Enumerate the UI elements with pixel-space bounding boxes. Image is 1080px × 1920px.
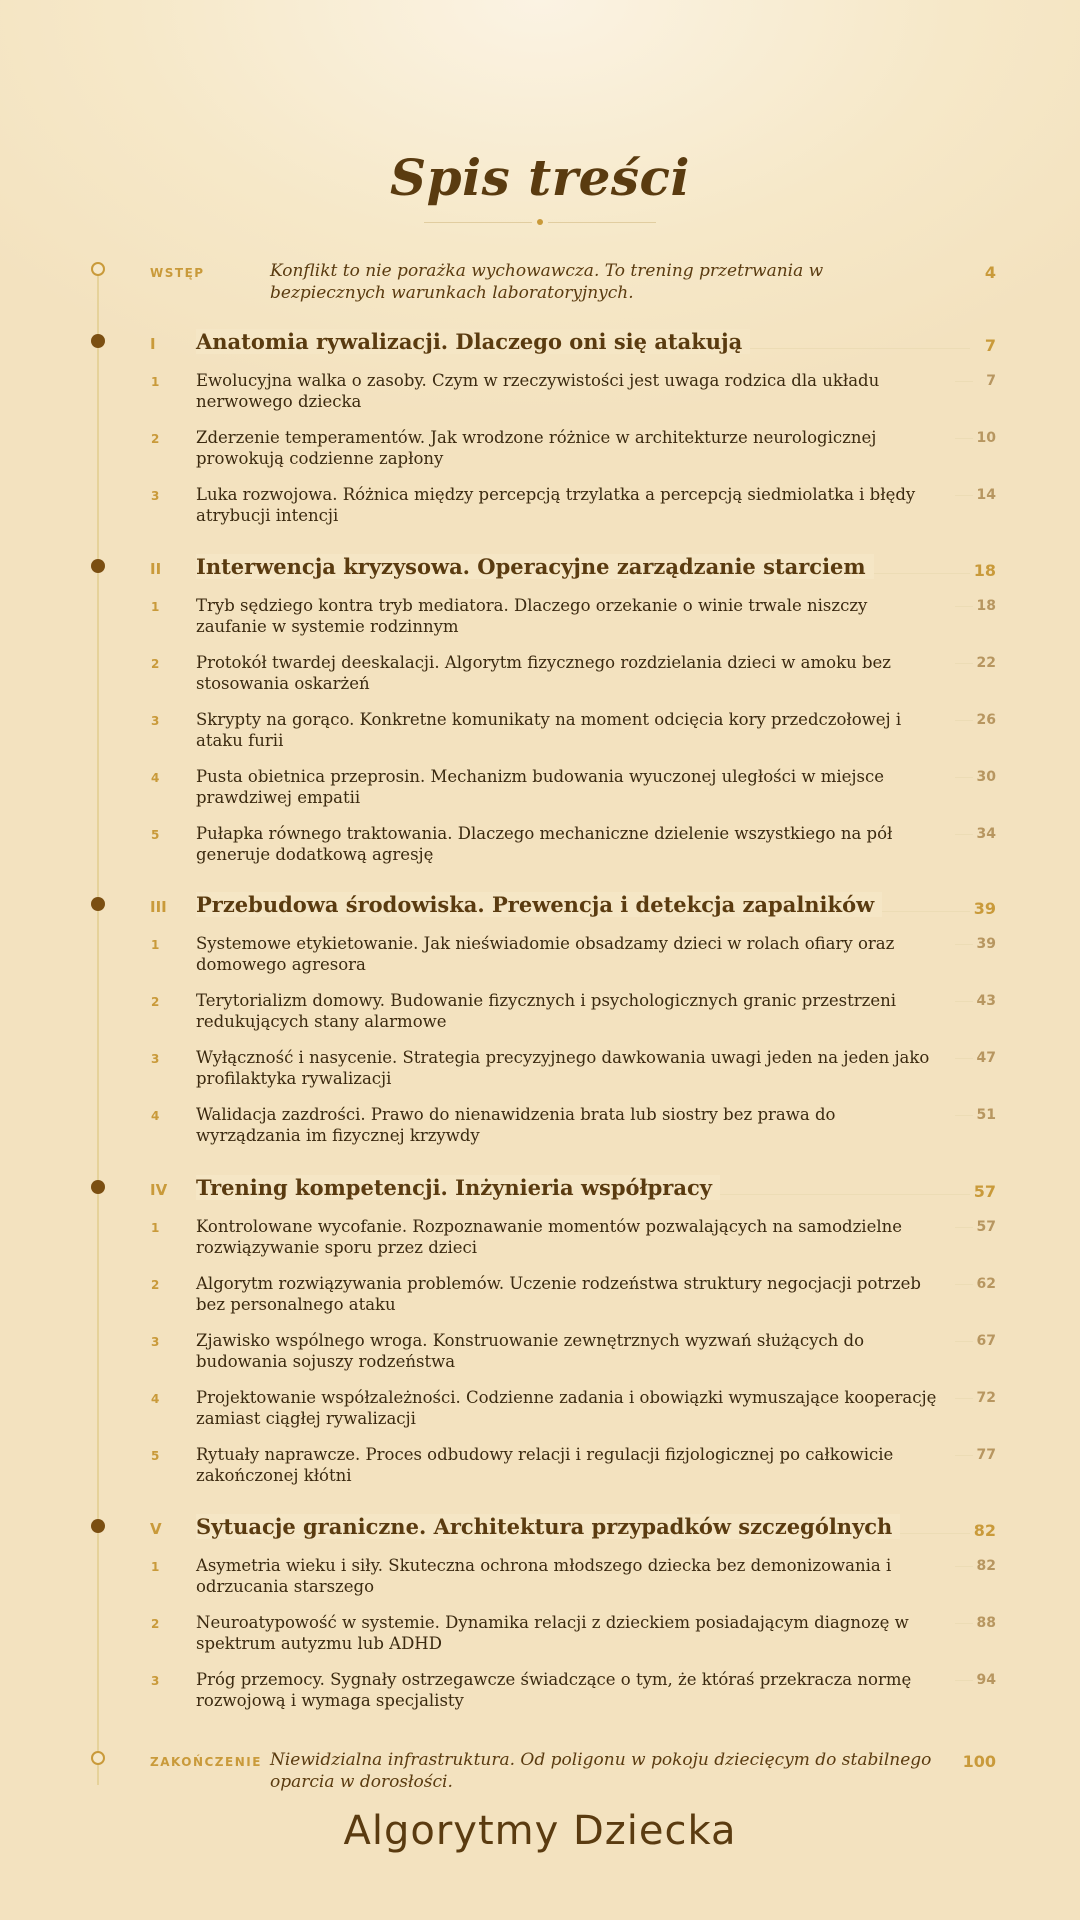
section-number: 1 [151,1221,160,1235]
chapter-marker [91,897,105,911]
section-page-number: 94 [976,1672,996,1688]
section-title[interactable]: Pułapka równego traktowania. Dlaczego mechaniczne dzielenie wszystkiego na pół generuje dodatkową agresję [196,824,893,864]
section-leader [955,720,973,721]
section-leader [955,1227,973,1228]
chapter-page-number: 57 [973,1182,996,1201]
section-number: 2 [151,995,160,1009]
section-page-number: 43 [976,993,996,1009]
section-leader [955,1115,973,1116]
section-leader [955,1284,973,1285]
section-page-number: 30 [976,769,996,785]
chapter-marker [91,1180,105,1194]
section-title[interactable]: Próg przemocy. Sygnały ostrzegawcze świadczące o tym, że któraś przekracza normę rozwojową i wymaga specjalisty [196,1670,912,1710]
section-number: 5 [151,828,160,842]
section-leader [955,1341,973,1342]
section-title[interactable]: Zderzenie temperamentów. Jak wrodzone różnice w architekturze neurologicznej prowokują codzienne zapłony [196,428,877,468]
chapter-title[interactable]: Anatomia rywalizacji. Dlaczego oni się atakują [196,329,750,354]
chapter-title[interactable]: Interwencja kryzysowa. Operacyjne zarządzanie starciem [196,554,874,579]
section-title[interactable]: Neuroatypowość w systemie. Dynamika relacji z dzieckiem posiadającym diagnozę w spektrum autyzmu lub ADHD [196,1613,909,1653]
chapter-marker [91,1519,105,1533]
section-leader [955,944,973,945]
section-title[interactable]: Luka rozwojowa. Różnica między percepcją trzylatka a percepcją siedmiolatka i błędy atrybucji intencji [196,485,916,525]
section-title[interactable]: Protokół twardej deeskalacji. Algorytm fizycznego rozdzielania dzieci w amoku bez stosowania oskarżeń [196,653,891,693]
section-title[interactable]: Tryb sędziego kontra tryb mediatora. Dlaczego orzekanie o winie trwale niszczy zaufanie w systemie rodzinnym [196,596,868,636]
section-number: 4 [151,1392,160,1406]
intro-text: Konflikt to nie porażka wychowawcza. To trening przetrwania w bezpiecznych warunkach laboratoryjnych. [270,261,824,303]
section-number: 1 [151,938,160,952]
chapter-number: III [150,898,167,916]
chapter-page-number: 82 [973,1521,996,1540]
chapter-marker [91,334,105,348]
section-page-number: 22 [976,655,996,671]
section-title[interactable]: Rytuały naprawcze. Proces odbudowy relacji i regulacji fizjologicznej po całkowicie zakończonej kłótni [196,1445,894,1485]
section-page-number: 88 [976,1615,996,1631]
section-leader [955,381,973,382]
chapter-number: I [150,335,156,353]
section-leader [955,1398,973,1399]
section-page-number: 39 [976,936,996,952]
section-page-number: 51 [976,1107,996,1123]
section-page-number: 26 [976,712,996,728]
section-page-number: 18 [976,598,996,614]
section-page-number: 62 [976,1276,996,1292]
section-leader [955,1058,973,1059]
section-title[interactable]: Zjawisko wspólnego wroga. Konstruowanie zewnętrznych wyzwań służących do budowania sojuszy rodzeństwa [196,1331,865,1371]
section-number: 3 [151,714,160,728]
section-number: 4 [151,771,160,785]
section-page-number: 34 [976,826,996,842]
intro-marker [91,262,105,276]
section-leader [955,1566,973,1567]
section-number: 2 [151,432,160,446]
section-number: 1 [151,600,160,614]
chapter-marker [91,559,105,573]
section-title[interactable]: Skrypty na gorąco. Konkretne komunikaty na moment odcięcia kory przedczołowej i ataku furii [196,710,902,750]
chapter-number: V [150,1520,162,1538]
section-leader [955,1680,973,1681]
section-title[interactable]: Projektowanie współzależności. Codzienne zadania i obowiązki wymuszające kooperację zamiast ciągłej rywalizacji [196,1388,937,1428]
intro-page-number: 4 [984,263,996,282]
chapter-title[interactable]: Trening kompetencji. Inżynieria współpracy [196,1175,720,1200]
section-number: 2 [151,1617,160,1631]
section-leader [955,663,973,664]
outro-page-number: 100 [962,1752,996,1771]
section-number: 2 [151,1278,160,1292]
section-title[interactable]: Walidacja zazdrości. Prawo do nienawidzenia brata lub siostry bez prawa do wyrządzania im fizycznej krzywdy [196,1105,836,1145]
outro-label: ZAKOŃCZENIE [150,1755,262,1769]
section-number: 4 [151,1109,160,1123]
chapter-title[interactable]: Sytuacje graniczne. Architektura przypadków szczególnych [196,1514,900,1539]
section-page-number: 67 [976,1333,996,1349]
section-number: 1 [151,375,160,389]
chapter-page-number: 39 [973,899,996,918]
section-number: 3 [151,1052,160,1066]
section-number: 2 [151,657,160,671]
section-page-number: 7 [986,373,996,389]
section-title[interactable]: Terytorializm domowy. Budowanie fizycznych i psychologicznych granic przestrzeni redukujących stany alarmowe [196,991,897,1031]
section-leader [955,777,973,778]
section-page-number: 47 [976,1050,996,1066]
section-number: 1 [151,1560,160,1574]
chapter-title[interactable]: Przebudowa środowiska. Prewencja i detekcja zapalników [196,892,882,917]
book-title: Algorytmy Dziecka [343,1808,737,1854]
section-title[interactable]: Kontrolowane wycofanie. Rozpoznawanie momentów pozwalających na samodzielne rozwiązywanie sporu przez dzieci [196,1217,903,1257]
section-page-number: 82 [976,1558,996,1574]
section-title[interactable]: Pusta obietnica przeprosin. Mechanizm budowania wyuczonej uległości w miejsce prawdziwej empatii [196,767,885,807]
section-leader [955,834,973,835]
section-number: 3 [151,1674,160,1688]
section-leader [955,495,973,496]
section-leader [955,1001,973,1002]
section-leader [955,1623,973,1624]
section-page-number: 14 [976,487,996,503]
section-number: 3 [151,489,160,503]
section-title[interactable]: Systemowe etykietowanie. Jak nieświadomie obsadzamy dzieci w rolach ofiary oraz domowego agresora [196,934,895,974]
section-leader [955,1455,973,1456]
section-leader [955,606,973,607]
section-title[interactable]: Wyłączność i nasycenie. Strategia precyzyjnego dawkowania uwagi jeden na jeden jako profilaktyka rywalizacji [196,1048,930,1088]
chapter-number: II [150,560,162,578]
chapter-page-number: 18 [973,561,996,580]
section-title[interactable]: Ewolucyjna walka o zasoby. Czym w rzeczywistości jest uwaga rodzica dla układu nerwowego dziecka [196,371,880,411]
section-page-number: 57 [976,1219,996,1235]
section-page-number: 10 [976,430,996,446]
intro-label: WSTĘP [150,266,205,280]
section-number: 3 [151,1335,160,1349]
section-page-number: 72 [976,1390,996,1406]
section-leader [955,438,973,439]
section-page-number: 77 [976,1447,996,1463]
chapter-page-number: 7 [984,336,996,355]
section-title[interactable]: Algorytm rozwiązywania problemów. Uczenie rodzeństwa struktury negocjacji potrzeb bez personalnego ataku [196,1274,921,1314]
section-title[interactable]: Asymetria wieku i siły. Skuteczna ochrona młodszego dziecka bez demonizowania i odrzucania starszego [196,1556,892,1596]
section-number: 5 [151,1449,160,1463]
outro-text: Niewidzialna infrastruktura. Od poligonu w pokoju dziecięcym do stabilnego oparcia w dorosłości. [270,1750,932,1792]
outro-marker [91,1751,105,1765]
page-title: Spis treści [390,148,690,207]
chapter-number: IV [150,1181,168,1199]
